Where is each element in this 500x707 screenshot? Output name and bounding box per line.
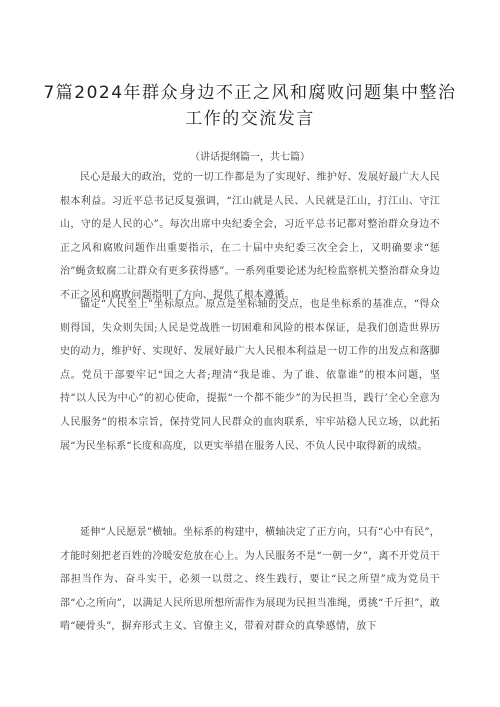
body-paragraph: 民心是最大的政治，党的一切工作都是为了实现好、维护好、发展好最广大人民根本利益。习近平总书记反复强调，“江山就是人民、人民就是江山，打江山、守江山，守的是人民的心”。每次出席中央纪委全会，习近平总书记都对整治群众身边不正之风和腐败问题作出重要指示，在二十届中央纪委三次全会上，又明确要求“惩治”蝇贪蚁腐二让群众有更多获得感”。一系列重要论述为纪检监察机关整治群众身边不正之风和腐败问题指明了方向、提供了根本遵循。 — [60, 172, 440, 301]
document-title-line-2: 工作的交流发言 — [185, 109, 315, 129]
body-paragraph: 延伸“人民愿景”横轴。坐标系的构建中，横轴决定了正方向，只有“心中有民”，才能时刻把老百姓的冷暖安危放在心上。为人民服务不是“一朝一夕”，离不开党员干部担当作为、奋斗实干，必须一以贯之、终生践行，要让“民之所望”成为党员干部“心之所向”，以满足人民所思所想所需作为展现为民担当准绳，勇挑“千斤担”，敢啃“硬骨头”，摒弃形式主义、官僚主义，带着对群众的真挚感情，放下 — [60, 527, 440, 633]
document-subtitle: （讲话提纲篇一，共七篇） — [190, 152, 310, 163]
body-paragraph: 锚定“人民至上”坐标原点。原点是坐标轴的交点，也是坐标系的基准点，“得众则得国，失众则失国;人民是党战胜一切困难和风险的根本保证，是我们创造世界历史的动力，维护好、实现好、发展好最广大人民根本利益是一切工作的出发点和落脚点。党员干部要牢记“国之大者;理清“我是谁、为了谁、依靠谁”的根本问题，坚持“以人民为中心”的初心使命，提振“一个都不能少”的为民担当，践行’全心全意为人民服务“的根本宗旨，保持党同人民群众的血肉联系，牢牢站稳人民立场，以此拓展“为民坐标系“长度和高度，以更实举措在服务人民、不负人民中取得新的成绩。 — [60, 299, 440, 452]
document-title-line-1: 7篇2024年群众身边不正之风和腐败问题集中整治 — [43, 83, 457, 103]
